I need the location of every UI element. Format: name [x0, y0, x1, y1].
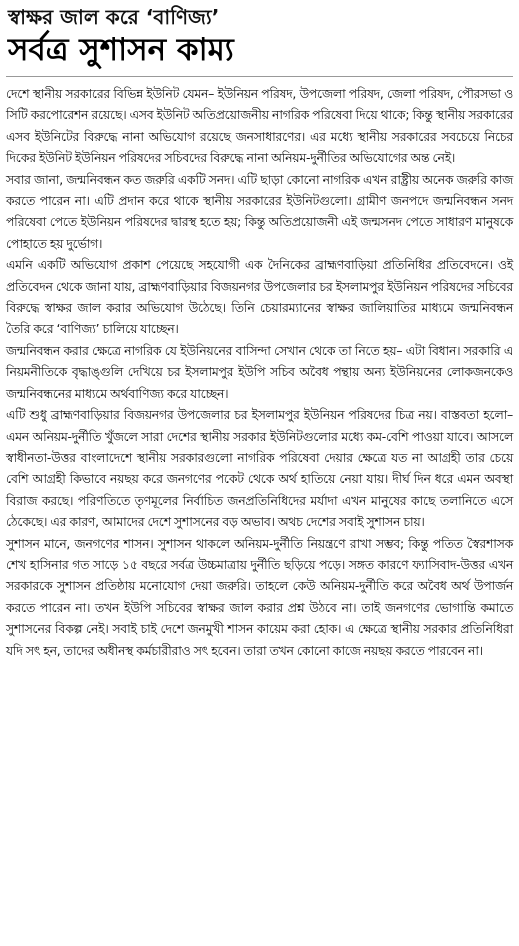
- article-paragraph-4: জন্মনিবন্ধন করার ক্ষেত্রে নাগরিক যে ইউনিয়নের বাসিন্দা সেখান থেকে তা নিতে হয়– এটা বিধান। সরকারি এ নিয়মনীতিকে বৃদ্ধাঙ্গুলি দেখিয়ে চর ইসলামপুর ইউপি সচিব অবৈধ পন্থায় অন্য ইউনিয়নের লোকজনকেও জন্মনিবন্ধনের মাধ্যমে অর্থবাণিজ্য করে যাচ্ছেন।: [6, 342, 513, 401]
- article-paragraph-5: এটি শুধু ব্রাহ্মণবাড়িয়ার বিজয়নগর উপজেলার চর ইসলামপুর ইউনিয়ন পরিষদের চিত্র নয়। বাস্তবতা হলো– এমন অনিয়ম-দুর্নীতি খুঁজলে সারা দেশের স্থানীয় সরকার ইউনিটগুলোর মধ্যে কম-বেশি পাওয়া যাবে। আসলে স্বাধীনতা-উত্তর বাংলাদেশে স্থানীয় সরকারগুলো নাগরিক পরিষেবা দেয়ার ক্ষেত্রে যত না আগ্রহী তার চেয়ে বেশি আগ্রহী কিভাবে নয়ছয় করে জনগণের পকেট থেকে অর্থ হাতিয়ে নেয়া যায়। দীর্ঘ দিন ধরে এমন অবস্থা বিরাজ করছে। পরিণতিতে তৃণমূলের নির্বাচিত জনপ্রতিনিধিদের মর্যাদা এখন মানুষের কাছে তলানিতে এসে ঠেকেছে। এর কারণ, আমাদের দেশে সুশাসনের বড় অভাব। অথচ দেশের সবাই সুশাসন চায়।: [6, 407, 513, 530]
- article-headline: সর্বত্র সুশাসন কাম্য: [8, 32, 234, 68]
- article-paragraph-2: সবার জানা, জন্মনিবন্ধন কত জরুরি একটি সনদ। এটি ছাড়া কোনো নাগরিক এখন রাষ্ট্রীয় অনেক জরুরি কাজ করতে পারেন না। এটি প্রদান করে থাকে স্থানীয় সরকারের ইউনিটগুলো। গ্রামীণ জনপদে জন্মনিবন্ধন সনদ পরিষেবা পেতে ইউনিয়ন পরিষদের দ্বারস্থ হতে হয়; কিন্তু অতিপ্রয়োজনী এই জন্মসনদ পেতে সাধারণ মানুষকে পোহাতে হয় দুর্ভোগ।: [6, 171, 513, 251]
- article-paragraph-1: দেশে স্থানীয় সরকারের বিভিন্ন ইউনিট যেমন– ইউনিয়ন পরিষদ, উপজেলা পরিষদ, জেলা পরিষদ, পৌরসভা ও সিটি করপোরেশন রয়েছে। এসব ইউনিট অতিপ্রয়োজনীয় নাগরিক পরিষেবা দিয়ে থাকে; কিন্তু স্থানীয় সরকারের এসব ইউনিটের বিরুদ্ধে নানা অভিযোগ রয়েছে জনসাধারণের। এর মধ্যে স্থানীয় সরকারের সবচেয়ে নিচের দিকের ইউনিট ইউনিয়ন পরিষদের সচিবদের বিরুদ্ধে নানা অনিয়ম-দুর্নীতির অভিযোগের অন্ত নেই।: [6, 86, 513, 166]
- article-kicker: স্বাক্ষর জাল করে ‘বাণিজ্য’: [8, 5, 220, 29]
- article-paragraph-6: সুশাসন মানে, জনগণের শাসন। সুশাসন থাকলে অনিয়ম-দুর্নীতি নিয়ন্ত্রণে রাখা সম্ভব; কিন্তু পতিত স্বৈরশাসক শেখ হাসিনার গত সাড়ে ১৫ বছরে সর্বত্র উচ্চমাত্রায় দুর্নীতি ছড়িয়ে পড়ে। সঙ্গত কারণে ফ্যাসিবাদ-উত্তর এখন সরকারকে সুশাসন প্রতিষ্ঠায় মনোযোগ দেয়া জরুরি। তাহলে কেউ অনিয়ম-দুর্নীতি করে অবৈধ অর্থ উপার্জন করতে পারেন না। তখন ইউপি সচিবের স্বাক্ষর জাল করার প্রশ্ন উঠবে না। তাই জনগণের ভোগান্তি কমাতে সুশাসনের বিকল্প নেই। সবাই চাই দেশে জনমুখী শাসন কায়েম করা হোক। এ ক্ষেত্রে স্থানীয় সরকার প্রতিনিধিরা যদি সৎ হন, তাদের অধীনস্থ কর্মচারীরাও সৎ হবেন। তারা তখন কোনো কাজে নয়ছয় করতে পারবেন না।: [6, 535, 513, 658]
- article-body: [6, 76, 513, 661]
- article-paragraph-3: এমনি একটি অভিযোগ প্রকাশ পেয়েছে সহযোগী এক দৈনিকের ব্রাহ্মণবাড়িয়া প্রতিনিধির প্রতিবেদনে। ওই প্রতিবেদন থেকে জানা যায়, ব্রাহ্মণবাড়িয়ার বিজয়নগর উপজেলার চর ইসলামপুর ইউনিয়ন পরিষদের সচিবের বিরুদ্ধে স্বাক্ষর জাল করার অভিযোগ উঠেছে। তিনি চেয়ারম্যানের স্বাক্ষর জালিয়াতির মাধ্যমে জন্মনিবন্ধন তৈরি করে ‘বাণিজ্য’ চালিয়ে যাচ্ছেন।: [6, 257, 513, 337]
